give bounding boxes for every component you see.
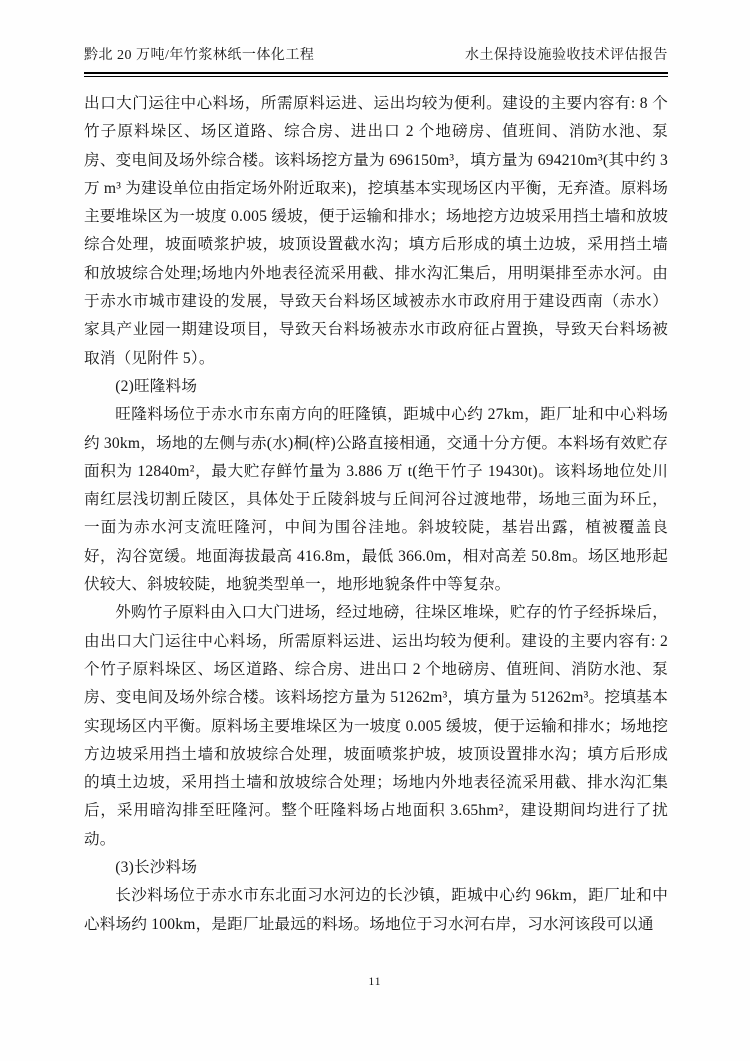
section-heading-wanglong: (2)旺隆料场 xyxy=(115,377,198,395)
paragraph-changsha-location: 长沙料场位于赤水市东北面习水河边的长沙镇，距城中心约 96km，距厂址和中心料场约 100km，是距厂址最远的料场。场地位于习水河右岸，习水河该段可以通 xyxy=(84,887,668,933)
header-left-title: 黔北 20 万吨/年竹浆林纸一体化工程 xyxy=(84,48,315,63)
document-body xyxy=(84,90,668,939)
header-divider-rule xyxy=(84,72,668,77)
paragraph-continuation: 出口大门运往中心料场，所需原料运进、运出均较为便利。建设的主要内容有: 8 个竹子原料垛区、场区道路、综合房、进出口 2 个地磅房、值班间、消防水池、泵房、变电间及场外综合楼。该料场挖方量为 696150m³，填方量为 694210m³(其中约 3 万 m³ 为建设单位由指定场外附近取来)，挖填基本实现场区内平衡，无弃渣。原料场主要堆垛区为一坡度 0.005 缓坡，便于运输和排水；场地挖方边坡采用挡土墙和放坡综合处理，坡面喷浆护坡，坡顶设置截水沟；填方后形成的填土边坡，采用挡土墙和放坡综合处理;场地内外地表径流采用截、排水沟汇集后，用明渠排至赤水河。由于赤水市城市建设的发展，导致天台料场区域被赤水市政府用于建设西南（赤水）家具产业园一期建设项目，导致天台料场被赤水市政府征占置换，导致天台料场被取消（见附件 5）。 xyxy=(84,95,668,367)
page-number: 11 xyxy=(368,976,382,988)
section-heading-changsha: (3)长沙料场 xyxy=(115,859,198,877)
page-header xyxy=(84,46,668,77)
paragraph-wanglong-construction: 外购竹子原料由入口大门进场，经过地磅，往垛区堆垛，贮存的竹子经拆垛后，由出口大门运往中心料场，所需原料运进、运出均较为便利。建设的主要内容有: 2 个竹子原料垛区、场区道路、综合房、进出口 2 个地磅房、值班间、消防水池、泵房、变电间及场外综合楼。该料场挖方量为 51262m³，填方量为 51262m³。挖填基本实现场区内平衡。原料场主要堆垛区为一坡度 0.005 缓坡，便于运输和排水；场地挖方边坡采用挡土墙和放坡综合处理，坡面喷浆护坡，坡顶设置排水沟；填方后形成的填土边坡，采用挡土墙和放坡综合处理；场地内外地表径流采用截、排水沟汇集后，采用暗沟排至旺隆河。整个旺隆料场占地面积 3.65hm²，建设期间均进行了扰动。 xyxy=(84,604,668,848)
header-right-title: 水土保持设施验收技术评估报告 xyxy=(465,48,668,63)
page-footer xyxy=(0,976,750,988)
paragraph-wanglong-location: 旺隆料场位于赤水市东南方向的旺隆镇，距城中心约 27km，距厂址和中心料场约 30km，场地的左侧与赤(水)桐(梓)公路直接相通，交通十分方便。本料场有效贮存面积为 12840m²，最大贮存鲜竹量为 3.886 万 t(绝干竹子 19430t)。该料场地位处川南红层浅切割丘陵区，具体处于丘陵斜坡与丘间河谷过渡地带，场地三面为环丘，一面为赤水河支流旺隆河，中间为围谷洼地。斜坡较陡，基岩出露，植被覆盖良好，沟谷宽缓。地面海拔最高 416.8m，最低 366.0m，相对高差 50.8m。场区地形起伏较大、斜坡较陡，地貌类型单一，地形地貌条件中等复杂。 xyxy=(84,406,668,594)
